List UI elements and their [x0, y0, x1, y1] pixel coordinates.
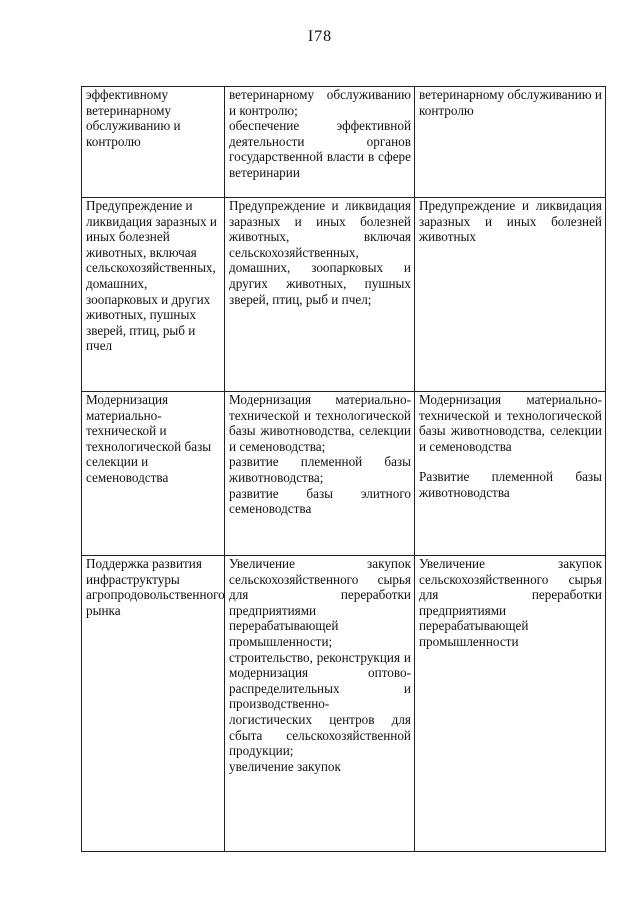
table-cell-goal [82, 556, 225, 852]
table-row [82, 198, 606, 392]
cell-text: Развитие племенной базы животноводства [419, 469, 602, 500]
cell-text: Модернизация материально-технической и технологической базы селекции и семеноводства [86, 392, 212, 485]
table-cell-indicators [415, 87, 606, 198]
table-cell-goal [82, 87, 225, 198]
cell-text: развитие племенной базы животноводства; [229, 454, 411, 485]
table-cell-goal [82, 198, 225, 392]
cell-text: строительство, реконструкция и модернизация оптово-распределительных и производственно-логистических центров для сбыта сельскохозяйственной продукции; [229, 649, 411, 759]
cell-text: Увеличение закупок сельскохозяйственного сырья для переработки предприятиями перерабатывающей промышленности; [229, 556, 411, 649]
table-cell-measures [225, 87, 415, 198]
table-cell-goal [82, 392, 225, 556]
cell-text: Увеличение закупок сельскохозяйственного сырья для переработки предприятиями перерабатывающей промышленности [419, 556, 602, 649]
table-row [82, 556, 606, 852]
page-number: I78 [307, 28, 333, 45]
cell-text: эффективному ветеринарному обслуживанию и контролю [86, 87, 181, 149]
document-table [81, 86, 606, 852]
cell-text: Модернизация материально-технической и технологической базы животноводства, селекции и семеноводства; [229, 392, 411, 454]
cell-text: Предупреждение и ликвидация заразных и иных болезней животных, включая сельскохозяйственных, домашних, зоопарковых и других животных, пушных зверей, птиц, рыб и пчел [86, 198, 217, 354]
table-cell-indicators [415, 198, 606, 392]
table-cell-measures [225, 198, 415, 392]
cell-text: увеличение закупок [229, 758, 341, 774]
table-row [82, 392, 606, 556]
table-row [82, 87, 606, 198]
cell-text: ветеринарному обслуживанию и контролю; [229, 87, 411, 118]
cell-text: Модернизация материально-технической и технологической базы животноводства, селекции и семеноводства [419, 392, 602, 454]
cell-text: обеспечение эффективной деятельности органов государственной власти в сфере ветеринарии [229, 118, 411, 180]
table-cell-indicators [415, 392, 606, 556]
cell-text: Предупреждение и ликвидация заразных и иных болезней животных, включая сельскохозяйственных, домашних, зоопарковых и других животных, пушных зверей, птиц, рыб и пчел; [229, 198, 411, 307]
table-cell-measures [225, 556, 415, 852]
table-cell-indicators [415, 556, 606, 852]
cell-text: Предупреждение и ликвидация заразных и иных болезней животных [419, 198, 602, 245]
cell-text: Поддержка развития инфраструктуры агропродовольственного рынка [86, 556, 225, 618]
table-cell-measures [225, 392, 415, 556]
cell-text: развитие базы элитного семеноводства [229, 485, 411, 517]
cell-text: ветеринарному обслуживанию и контролю [419, 87, 602, 118]
